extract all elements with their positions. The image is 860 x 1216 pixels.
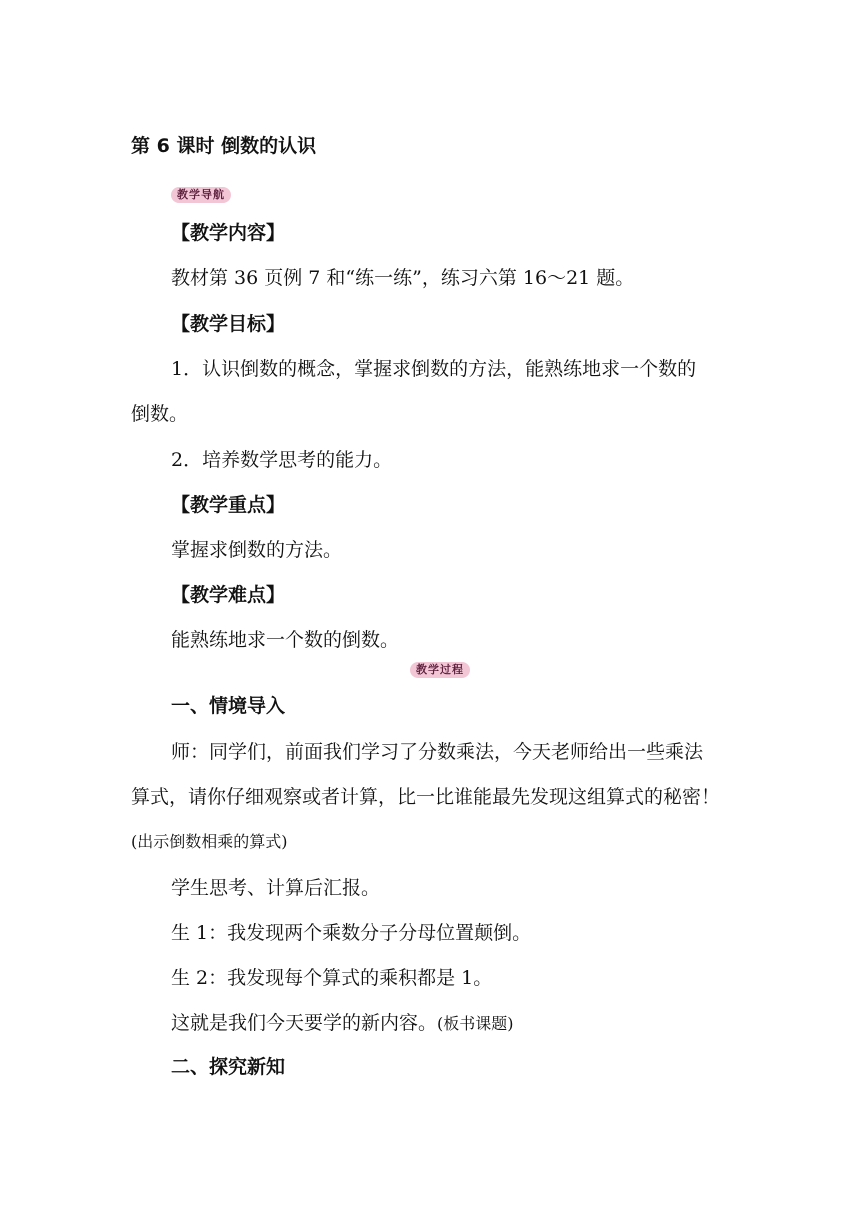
- key-text: 掌握求倒数的方法。: [171, 539, 343, 561]
- intro-heading: 一、情境导入: [171, 695, 286, 717]
- hard-heading: 【教学难点】: [171, 584, 286, 606]
- paragraph-3: 生 1：我发现两个乘数分子分母位置颠倒。: [171, 922, 532, 944]
- teaching-process-badge: 教学过程: [410, 662, 470, 678]
- goal-heading: 【教学目标】: [171, 313, 286, 335]
- explore-heading: 二、探究新知: [171, 1056, 286, 1078]
- content-text: 教材第 36 页例 7 和“练一练”，练习六第 16～21 题。: [171, 267, 635, 289]
- goal-2: 2．培养数学思考的能力。: [171, 449, 393, 471]
- page-title: 第 6 课时 倒数的认识: [131, 135, 317, 157]
- paragraph-2: 学生思考、计算后汇报。: [171, 877, 381, 899]
- goal-1-line1: 1．认识倒数的概念，掌握求倒数的方法，能熟练地求一个数的: [171, 358, 697, 380]
- key-heading: 【教学重点】: [171, 494, 286, 516]
- paragraph-5-note: (板书课题): [437, 1014, 514, 1033]
- content-heading: 【教学内容】: [171, 222, 286, 244]
- paragraph-5: [171, 1011, 514, 1036]
- hard-text: 能熟练地求一个数的倒数。: [171, 629, 400, 651]
- paragraph-1-line3: (出示倒数相乘的算式): [131, 832, 288, 851]
- paragraph-4: 生 2：我发现每个算式的乘积都是 1。: [171, 967, 493, 989]
- paragraph-1-line1: 师：同学们，前面我们学习了分数乘法，今天老师给出一些乘法: [171, 741, 704, 763]
- paragraph-5-main: 这就是我们今天要学的新内容。: [171, 1012, 438, 1034]
- paragraph-1-line2: 算式，请你仔细观察或者计算，比一比谁能最先发现这组算式的秘密！: [131, 786, 721, 808]
- teaching-guide-badge: 教学导航: [171, 187, 231, 203]
- goal-1-line2: 倒数。: [131, 403, 189, 425]
